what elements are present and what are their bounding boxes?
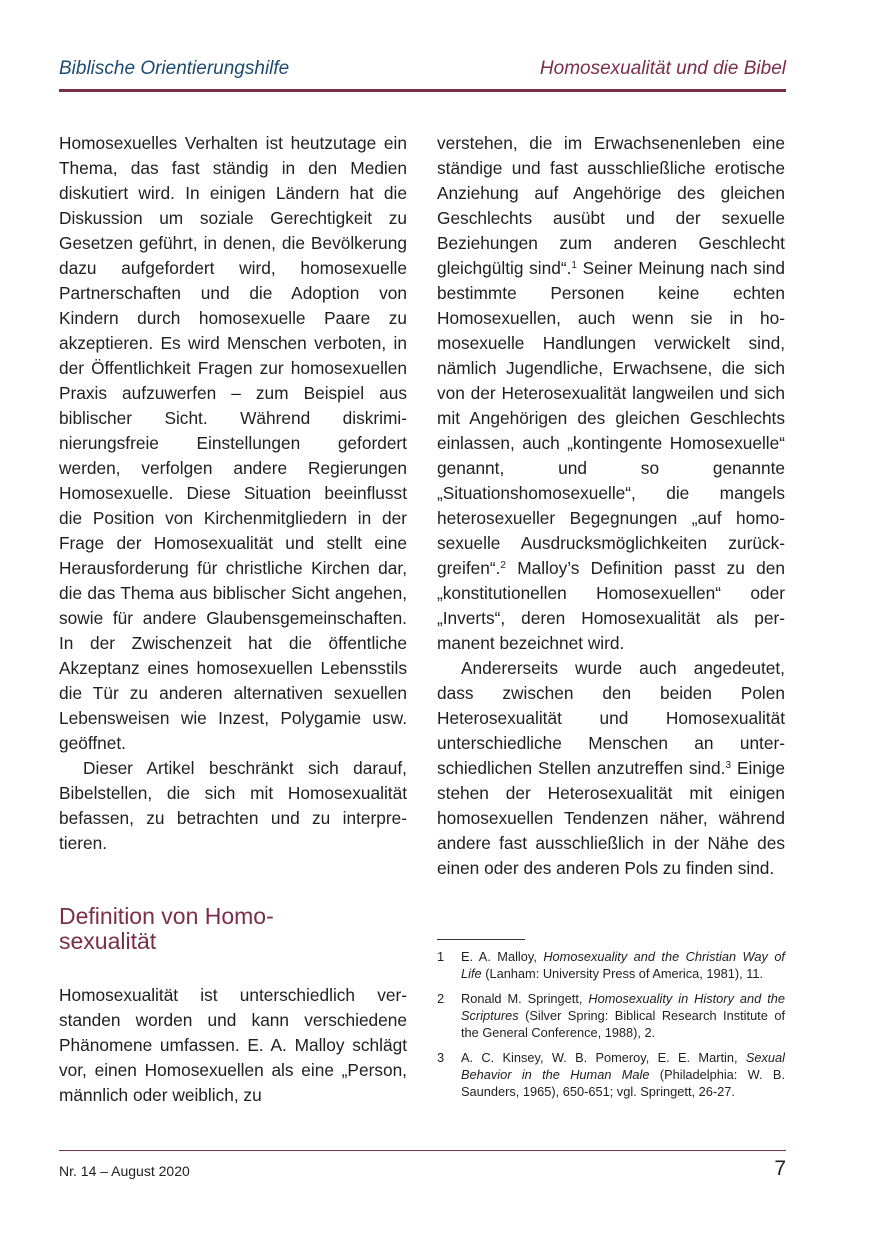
footnote-text: (Lanham: University Press of America, 1981), 11. bbox=[481, 966, 764, 981]
footnote bbox=[437, 948, 785, 982]
footnote-text: (Silver Spring: Biblical Research Institute of the General Conference, 1988), 2. bbox=[461, 1008, 785, 1040]
text-run: verstehen, die im Erwachsenenleben eine ständige und fast ausschließliche erotische Anziehung auf Angehörige des gleichen Geschlechts ausübt und der sexuelle Beziehungen zum anderen Geschlecht gleichgültig sind“. bbox=[437, 133, 785, 278]
footnote-title: Homosexuality and the Christian Way of Life bbox=[461, 949, 785, 981]
footnote-ref[interactable]: 1 bbox=[571, 260, 577, 271]
footnote-ref[interactable]: 2 bbox=[500, 560, 506, 571]
footnote-title: Sexual Behavior in the Human Male bbox=[461, 1050, 785, 1082]
body-paragraph: Homosexualität ist unterschiedlich verstanden worden und kann verschiedene Phänomene umfassen. E. A. Malloy schlägt vor, einen Homosexuellen als eine „Person, männlich oder weiblich, zu bbox=[59, 985, 407, 1105]
footnote-text: E. A. Malloy, bbox=[461, 949, 544, 964]
text-run: Seiner Meinung nach sind bestimmte Personen keine echten Homosexuellen, auch wenn sie in homosexuelle Handlungen verwickelt sind, nämlich Jugendliche, Erwachsene, die sich von der Heterosexualität langweilen und sich mit Angehörigen des gleichen Geschlechts einlassen, auch „kontingente Homosexuelle“ genannt, und so genannte „Situationshomosexuelle“, die mangels heterosexueller Begegnungen „auf homosexuelle Ausdrucksmöglichkeiten zurückgreifen“. bbox=[437, 258, 786, 578]
footer-rule bbox=[59, 1150, 786, 1151]
issue-label: Nr. 14 – August 2020 bbox=[59, 1163, 190, 1179]
text-run: Einige stehen der Heterosexualität mit einigen homosexuellen Tendenzen näher, während andere fast ausschließlich in der Nähe des einen oder des anderen Pols zu finden sind. bbox=[437, 758, 785, 878]
footnote bbox=[437, 990, 785, 1041]
footnote-number: 1 bbox=[437, 949, 445, 964]
footnote-text: Ronald M. Springett, bbox=[461, 991, 589, 1006]
footnotes bbox=[437, 948, 785, 1108]
section-heading: Definition von Homosexualität bbox=[59, 903, 274, 954]
footnote-title: Homosexuality in History and the Scriptures bbox=[461, 991, 785, 1023]
footnote-number: 2 bbox=[437, 991, 445, 1006]
footnote-text: (Philadelphia: W. B. Saunders, 1965), 650-651; vgl. Springett, 26-27. bbox=[461, 1067, 785, 1099]
header-rule bbox=[59, 89, 786, 92]
footnote-text: A. C. Kinsey, W. B. Pomeroy, E. E. Martin, bbox=[461, 1050, 746, 1065]
body-paragraph bbox=[437, 656, 785, 881]
body-paragraph: Homosexuelles Verhalten ist heutzutage ein Thema, das fast ständig in den Medien diskutiert wird. In einigen Ländern hat die Diskussion um soziale Gerechtigkeit zu Gesetzen geführt, in denen, die Bevölkerung dazu aufgefordert wird, homosexuelle Partnerschaften und die Adoption von Kindern durch homosexuelle Paare zu akzeptieren. Es wird Menschen verboten, in der Öffentlichkeit Fragen zur homosexuellen Praxis aufzuwerfen – zum Beispiel aus biblischer Sicht. Während diskriminierungsfreie Einstellungen gefordert werden, verfolgen andere Regierungen Homosexuelle. Diese Situation beeinflusst die Position von Kirchenmitgliedern in der Frage der Homosexualität und stellt eine Herausforderung für christliche Kirchen dar, die das Thema aus biblischer Sicht angehen, sowie für andere Glaubensgemeinschaften. In der Zwischenzeit hat die öffentliche Akzeptanz eines homosexuellen Lebensstils die Tür zu anderen alternativen sexuellen Lebensweisen wie Inzest, Polygamie usw. geöffnet. bbox=[59, 133, 407, 753]
footnote-number: 3 bbox=[437, 1050, 445, 1065]
section-body bbox=[59, 983, 407, 1108]
right-column bbox=[437, 131, 785, 881]
running-header-left: Biblische Orientierungshilfe bbox=[59, 58, 290, 79]
text-run: Andererseits wurde auch angedeutet, dass zwischen den beiden Polen Heterosexualität und Homosexualität unterschiedliche Menschen an unterschiedlichen Stellen anzutreffen sind. bbox=[437, 658, 785, 778]
running-header-right: Homosexualität und die Bibel bbox=[539, 58, 786, 79]
text-run: Malloy’s Definition passt zu den „konstitutionellen Homosexuellen“ oder „Inverts“, deren Homosexualität als permanent bezeichnet wird. bbox=[437, 558, 785, 653]
body-paragraph bbox=[437, 131, 785, 656]
left-column bbox=[59, 131, 407, 856]
footnote bbox=[437, 1049, 785, 1100]
page-number: 7 bbox=[774, 1157, 786, 1180]
body-paragraph: Dieser Artikel beschränkt sich darauf, Bibelstellen, die sich mit Homosexualität befassen, zu betrachten und zu interpretieren. bbox=[59, 758, 407, 853]
footnote-rule bbox=[437, 939, 525, 940]
footnote-ref[interactable]: 3 bbox=[725, 760, 732, 771]
